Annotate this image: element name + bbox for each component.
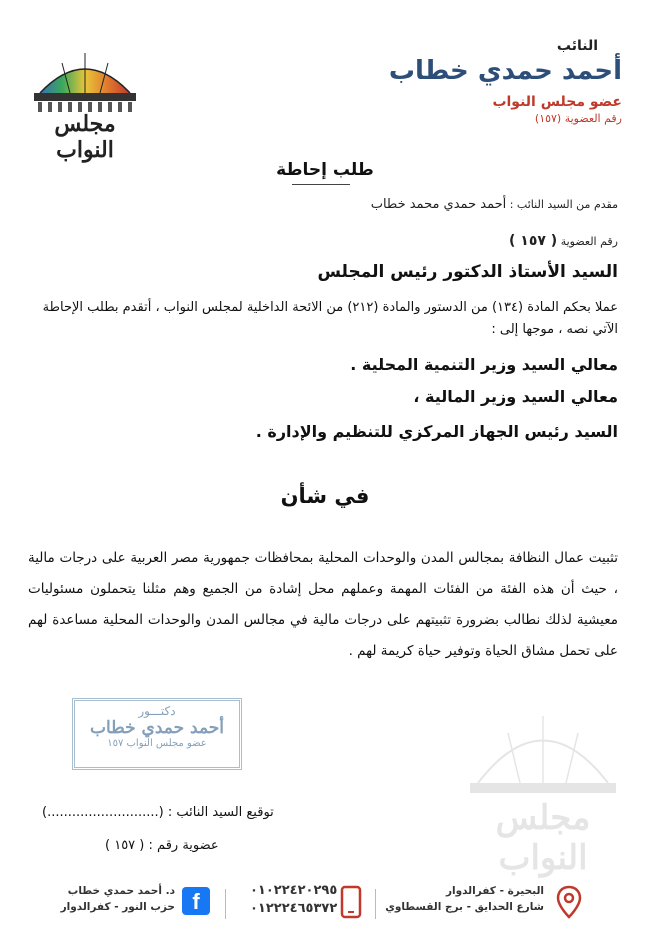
footer	[0, 877, 650, 929]
phone-number[interactable]: ٠١٠٢٢٤٢٠٢٩٥	[250, 883, 338, 898]
stamp-line: دكتـــور	[138, 704, 176, 718]
facebook-name: د. أحمد حمدي خطاب	[67, 885, 175, 897]
facebook-party: حزب النور - كفرالدوار	[60, 901, 175, 913]
submitted-by-label: مقدم من السيد النائب :	[509, 198, 618, 211]
mobile-phone-icon	[340, 885, 362, 919]
signature-value: (...........................)	[42, 805, 164, 820]
mp-role: عضو مجلس النواب	[492, 94, 622, 110]
watermark-dome-icon	[458, 688, 628, 808]
subject-heading: في شأن	[280, 484, 370, 508]
address-line: شارع الحدايق - برج القسطاوي	[385, 901, 544, 913]
watermark-logo	[458, 688, 628, 878]
submitted-by-value: أحمد حمدي محمد خطاب	[370, 197, 507, 212]
footer-divider	[375, 889, 376, 919]
membership-row	[105, 838, 219, 853]
stamp-line: أحمد حمدي خطاب	[89, 718, 225, 738]
watermark-text: مجلس النواب	[495, 798, 591, 878]
stamp-line: عضو مجلس النواب ١٥٧	[107, 738, 207, 749]
recipient-item: معالي السيد وزير المالية ،	[413, 387, 618, 406]
membership-value: ( ١٥٧ )	[105, 838, 145, 853]
member-number-row	[509, 233, 618, 249]
facebook-icon[interactable]: f	[182, 887, 210, 915]
logo-text: مجلس النواب	[54, 111, 116, 163]
mp-title: النائب	[556, 38, 598, 54]
membership-label: عضوية رقم :	[148, 838, 219, 853]
body-paragraph: تثبيت عمال النظافة بمجالس المدن والوحدات المحلية بمحافظات جمهورية مصر العربية على درجات مالية ، حيث أن هذه الفئة من الفئات المهمة وعملهم محل إشادة من الجميع وهم مثلنا يتحملون مسئوليات معيشية لذلك نطالب بضرورة تثبيتهم على درجات مالية في مجالس المدن والوحدات المحلية مساعدة لهم على تحمل مشاق الحياة وتوفير حياة كريمة لهم .	[28, 550, 618, 659]
intro-paragraph: عملا بحكم المادة (١٣٤) من الدستور والمادة (٢١٢) من الائحة الداخلية لمجلس النواب ، أتقدم بطلب الإحاطة الآتي نصه ، موجها إلى :	[42, 300, 618, 337]
address-line: البحيرة - كفرالدوار	[445, 885, 544, 897]
addressee: السيد الأستاذ الدكتور رئيس المجلس	[317, 262, 618, 282]
phone-number[interactable]: ٠١٢٢٢٤٦٥٣٧٢	[250, 901, 338, 916]
member-number-value: ( ١٥٧ )	[509, 233, 558, 249]
mp-name: أحمد حمدي خطاب	[388, 56, 622, 86]
official-stamp	[72, 698, 242, 770]
submitted-by-row	[371, 197, 618, 212]
title-underline	[292, 184, 350, 185]
member-number-label: رقم العضوية	[560, 235, 618, 248]
recipient-item: معالي السيد وزير التنمية المحلية .	[350, 355, 618, 374]
parliament-logo	[30, 45, 140, 163]
footer-divider	[225, 889, 226, 919]
location-pin-icon	[555, 885, 583, 919]
recipient-item: السيد رئيس الجهاز المركزي للتنظيم والإدارة .	[255, 422, 618, 441]
mp-membership-number: رقم العضوية (١٥٧)	[534, 112, 622, 125]
document-title: طلب إحاطة	[276, 160, 374, 180]
signature-row	[42, 805, 274, 820]
dome-icon	[30, 45, 140, 115]
signature-label: توقيع السيد النائب :	[167, 805, 274, 820]
